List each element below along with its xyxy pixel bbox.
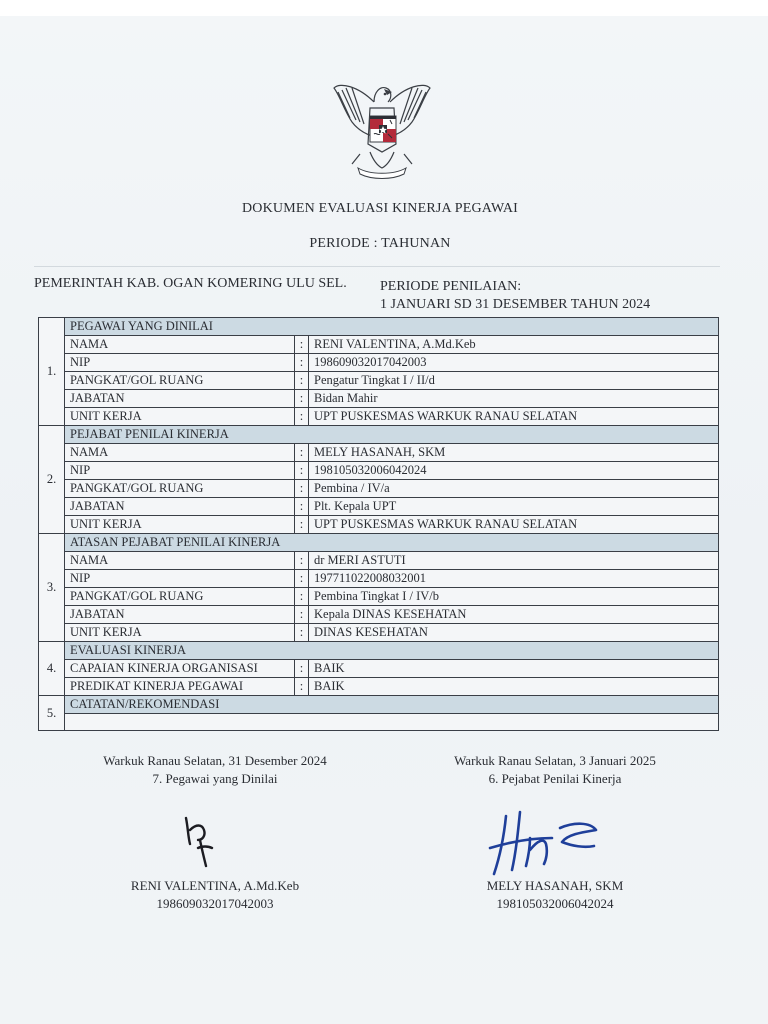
table-row — [39, 480, 719, 498]
section-number: 3. — [39, 534, 65, 642]
assessment-period-label: PERIODE PENILAIAN: — [380, 279, 522, 294]
field-label: UNIT KERJA — [65, 408, 295, 426]
section-header — [39, 426, 719, 444]
section-title: PEGAWAI YANG DINILAI — [65, 318, 719, 336]
table-row — [39, 390, 719, 408]
field-colon: : — [295, 462, 309, 480]
field-label: UNIT KERJA — [65, 516, 295, 534]
left-signer-nip: 198609032017042003 — [156, 896, 274, 911]
field-colon: : — [295, 516, 309, 534]
right-signer-name: MELY HASANAH, SKM — [486, 878, 624, 893]
field-colon: : — [295, 498, 309, 516]
field-value: BAIK — [309, 660, 719, 678]
field-label: JABATAN — [65, 390, 295, 408]
field-value: UPT PUSKESMAS WARKUK RANAU SELATAN — [309, 516, 719, 534]
field-label: PREDIKAT KINERJA PEGAWAI — [65, 678, 295, 696]
scan-top-edge — [0, 0, 768, 16]
section-header — [39, 534, 719, 552]
field-label: PANGKAT/GOL RUANG — [65, 588, 295, 606]
document-title: DOKUMEN EVALUASI KINERJA PEGAWAI — [241, 201, 519, 216]
table-row — [39, 552, 719, 570]
section-number: 5. — [39, 696, 65, 731]
field-label: NAMA — [65, 444, 295, 462]
field-colon: : — [295, 678, 309, 696]
section-number: 2. — [39, 426, 65, 534]
field-colon: : — [295, 480, 309, 498]
field-label: UNIT KERJA — [65, 624, 295, 642]
field-value: Bidan Mahir — [309, 390, 719, 408]
field-value: 198105032006042024 — [309, 462, 719, 480]
field-value: Plt. Kepala UPT — [309, 498, 719, 516]
left-signature — [176, 810, 226, 870]
field-value: BAIK — [309, 678, 719, 696]
table-row — [39, 354, 719, 372]
field-label: NIP — [65, 570, 295, 588]
right-signer-role: 6. Pejabat Penilai Kinerja — [488, 771, 622, 786]
field-colon: : — [295, 444, 309, 462]
table-row — [39, 660, 719, 678]
table-row — [39, 498, 719, 516]
section-header — [39, 318, 719, 336]
left-signer-name: RENI VALENTINA, A.Md.Keb — [130, 878, 300, 893]
field-label: JABATAN — [65, 606, 295, 624]
field-colon: : — [295, 624, 309, 642]
table-row — [39, 462, 719, 480]
section-title: CATATAN/REKOMENDASI — [65, 696, 719, 714]
field-colon: : — [295, 570, 309, 588]
field-colon: : — [295, 336, 309, 354]
field-value: RENI VALENTINA, A.Md.Keb — [309, 336, 719, 354]
field-value: dr MERI ASTUTI — [309, 552, 719, 570]
section-title: PEJABAT PENILAI KINERJA — [65, 426, 719, 444]
field-colon: : — [295, 372, 309, 390]
field-colon: : — [295, 354, 309, 372]
field-label: PANGKAT/GOL RUANG — [65, 372, 295, 390]
field-label: PANGKAT/GOL RUANG — [65, 480, 295, 498]
field-label: CAPAIAN KINERJA ORGANISASI — [65, 660, 295, 678]
section-header — [39, 696, 719, 714]
field-label: NIP — [65, 462, 295, 480]
right-signature — [486, 808, 602, 878]
field-value: DINAS KESEHATAN — [309, 624, 719, 642]
field-value: Pembina / IV/a — [309, 480, 719, 498]
field-colon: : — [295, 390, 309, 408]
right-place-date: Warkuk Ranau Selatan, 3 Januari 2025 — [454, 753, 656, 768]
field-value: MELY HASANAH, SKM — [309, 444, 719, 462]
field-value: UPT PUSKESMAS WARKUK RANAU SELATAN — [309, 408, 719, 426]
field-colon: : — [295, 588, 309, 606]
table-row — [39, 336, 719, 354]
table-row — [39, 678, 719, 696]
table-row — [39, 444, 719, 462]
field-colon: : — [295, 552, 309, 570]
evaluation-table — [38, 317, 719, 731]
section-number: 4. — [39, 642, 65, 696]
table-row — [39, 516, 719, 534]
field-label: NIP — [65, 354, 295, 372]
section-header — [39, 642, 719, 660]
document-period: PERIODE : TAHUNAN — [309, 236, 451, 251]
section-title: ATASAN PEJABAT PENILAI KINERJA — [65, 534, 719, 552]
table-row — [39, 570, 719, 588]
field-colon: : — [295, 606, 309, 624]
table-row — [39, 624, 719, 642]
field-value: 198609032017042003 — [309, 354, 719, 372]
garuda-emblem — [330, 78, 434, 184]
field-label: JABATAN — [65, 498, 295, 516]
field-colon: : — [295, 408, 309, 426]
section-title: EVALUASI KINERJA — [65, 642, 719, 660]
left-place-date: Warkuk Ranau Selatan, 31 Desember 2024 — [103, 753, 327, 768]
section-number: 1. — [39, 318, 65, 426]
field-value: Kepala DINAS KESEHATAN — [309, 606, 719, 624]
field-value: 197711022008032001 — [309, 570, 719, 588]
left-signer-role: 7. Pegawai yang Dinilai — [152, 771, 278, 786]
government-name: PEMERINTAH KAB. OGAN KOMERING ULU SEL. — [34, 276, 347, 291]
right-signer-nip: 198105032006042024 — [496, 896, 614, 911]
table-row — [39, 372, 719, 390]
field-value: Pembina Tingkat I / IV/b — [309, 588, 719, 606]
field-value: Pengatur Tingkat I / II/d — [309, 372, 719, 390]
table-row — [39, 606, 719, 624]
table-row — [39, 714, 719, 731]
table-row — [39, 408, 719, 426]
assessment-period-value: 1 JANUARI SD 31 DESEMBER TAHUN 2024 — [380, 297, 651, 312]
divider — [34, 266, 720, 267]
recommendation-note — [65, 714, 719, 731]
field-colon: : — [295, 660, 309, 678]
field-label: NAMA — [65, 336, 295, 354]
table-row — [39, 588, 719, 606]
field-label: NAMA — [65, 552, 295, 570]
assessment-period — [380, 278, 720, 314]
